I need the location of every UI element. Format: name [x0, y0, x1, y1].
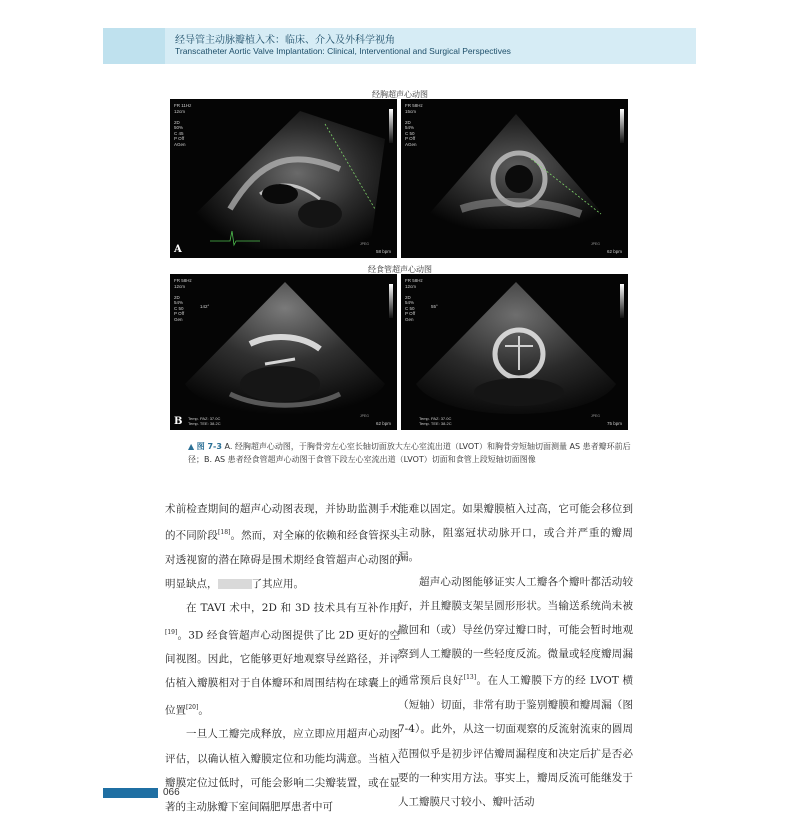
- text-run: 。然而，对全麻的依赖和经食管探头对透视窗的潜在障碍是围术期经食管超声心动图的明显缺点，: [165, 529, 401, 591]
- text-run: 。在人工瓣膜下方的经 LVOT 横（短轴）切面，非常有助于鉴别瓣膜和瓣周漏（图 7-4）。此外，从这一切面观察的反流射流束的圆周范围似乎是初步评估瓣周漏程度和决定后扩是否必要的一种实用方法。事实上，瓣周反流可能继发于人工瓣膜尺寸较小、瓣叶活动: [398, 674, 633, 808]
- grayscale-bar: [620, 109, 624, 143]
- section-label-tte: 经胸超声心动图: [372, 90, 428, 99]
- text-run: 在 TAVI 术中，2D 和 3D 技术具有互补作用: [186, 602, 400, 615]
- body-column-left: [165, 497, 400, 819]
- jpeg-marker: JPEG: [590, 242, 600, 246]
- caption-marker-icon: ▲: [188, 442, 195, 451]
- grayscale-bar: [389, 284, 393, 318]
- ultrasound-settings-text: FR 58Hz 15cm 2D 54% C 50 P Off AGen: [405, 103, 423, 147]
- text-run: 。3D 经食管超声心动图提供了比 2D 更好的空间视图。因此，它能够更好地观察导丝路径，并评估植入瓣膜相对于自体瓣环和周围结构在球囊上的位置: [165, 629, 400, 717]
- ultrasound-image: [401, 99, 628, 258]
- ultrasound-panel-tee-left: [170, 274, 397, 430]
- ultrasound-settings-text: FR 58Hz 12cm 2D 54% C 50 P Off Gen: [174, 278, 192, 322]
- heart-rate-readout: 75 bpm: [606, 421, 622, 426]
- probe-angle-readout: 142°: [200, 304, 210, 309]
- caption-text: A. 经胸超声心动图，于胸骨旁左心室长轴切面放大左心室流出道（LVOT）和胸骨旁短轴切面测量 AS 患者瓣环前后径；B. AS 患者经食管超声心动图于食管下段左心室流出道（LVOT）切面和食管上段短轴切面图像: [188, 442, 631, 464]
- running-header-title-zh: 经导管主动脉瓣植入术：临床、介入及外科学视角: [175, 35, 395, 46]
- footer-bar: [103, 788, 158, 798]
- ultrasound-image: [401, 274, 628, 430]
- paragraph: [165, 596, 400, 722]
- ultrasound-settings-text: FR 58Hz 12cm 2D 54% C 50 P Off Gen: [405, 278, 423, 322]
- running-header-accent: [103, 28, 165, 64]
- paragraph: [398, 570, 633, 815]
- citation: [13]: [463, 674, 477, 682]
- ultrasound-settings-text: FR 11Hz 12cm 2D 50% C 45 P Off AGen: [174, 103, 192, 147]
- ultrasound-panel-tte-left: [170, 99, 397, 258]
- heart-rate-readout: 62 bpm: [606, 249, 622, 254]
- figure-caption: [188, 440, 633, 466]
- jpeg-marker: JPEG: [590, 414, 600, 418]
- jpeg-marker: JPEG: [359, 242, 369, 246]
- probe-angle-readout: 55°: [431, 304, 438, 309]
- ultrasound-image: [170, 99, 397, 258]
- citation: [18]: [218, 529, 231, 537]
- ultrasound-image: [170, 274, 397, 430]
- body-column-right: [398, 497, 633, 814]
- text-run: 。: [198, 704, 209, 717]
- section-label-tee: 经食管超声心动图: [368, 265, 432, 274]
- grayscale-bar: [620, 284, 624, 318]
- panel-label-b: B: [174, 416, 183, 427]
- figure-number: 图 7-3: [196, 442, 222, 451]
- grayscale-bar: [389, 109, 393, 143]
- citation: [20]: [186, 703, 199, 711]
- temperature-readout: Temp. PAZ: 37.0C Temp. TEE: 38.2C: [188, 416, 221, 426]
- heart-rate-readout: 62 bpm: [375, 421, 391, 426]
- running-header-title-en: Transcatheter Aortic Valve Implantation: Clinical, Interventional and Surgical Perspectives: [175, 46, 511, 56]
- text-run: 了其应用。: [251, 578, 304, 591]
- ultrasound-panel-tee-right: [401, 274, 628, 430]
- citation: [19]: [165, 628, 178, 636]
- jpeg-marker: JPEG: [359, 414, 369, 418]
- redacted-word: [218, 579, 252, 589]
- temperature-readout: Temp. PAZ: 37.0C Temp. TEE: 38.2C: [419, 416, 452, 426]
- paragraph: 一旦人工瓣完成释放，应立即应用超声心动图评估，以确认植入瓣膜定位和功能均满意。当植入瓣膜定位过低时，可能会影响二尖瓣装置，或在显著的主动脉瓣下室间隔肥厚患者中可: [165, 728, 400, 813]
- page-number: 066: [163, 787, 180, 798]
- text-run: 超声心动图能够证实人工瓣各个瓣叶都活动较好，并且瓣膜支架呈圆形形状。当输送系统尚未被撤回和（或）导丝仍穿过瓣口时，可能会暂时地观察到人工瓣膜的一些轻度反流。微量或轻度瓣周漏通常预后良好: [398, 575, 633, 687]
- panel-label-a: A: [174, 244, 182, 255]
- text-run: 术前检查期间的超声心动图表现，并协助监测手术的不同阶段: [165, 503, 400, 542]
- ultrasound-panel-tte-right: [401, 99, 628, 258]
- heart-rate-readout: 58 bpm: [375, 249, 391, 254]
- paragraph: [165, 497, 400, 596]
- paragraph: 能难以固定。如果瓣膜植入过高，它可能会移位到主动脉，阻塞冠状动脉开口，或合并严重的瓣周漏。: [398, 503, 633, 564]
